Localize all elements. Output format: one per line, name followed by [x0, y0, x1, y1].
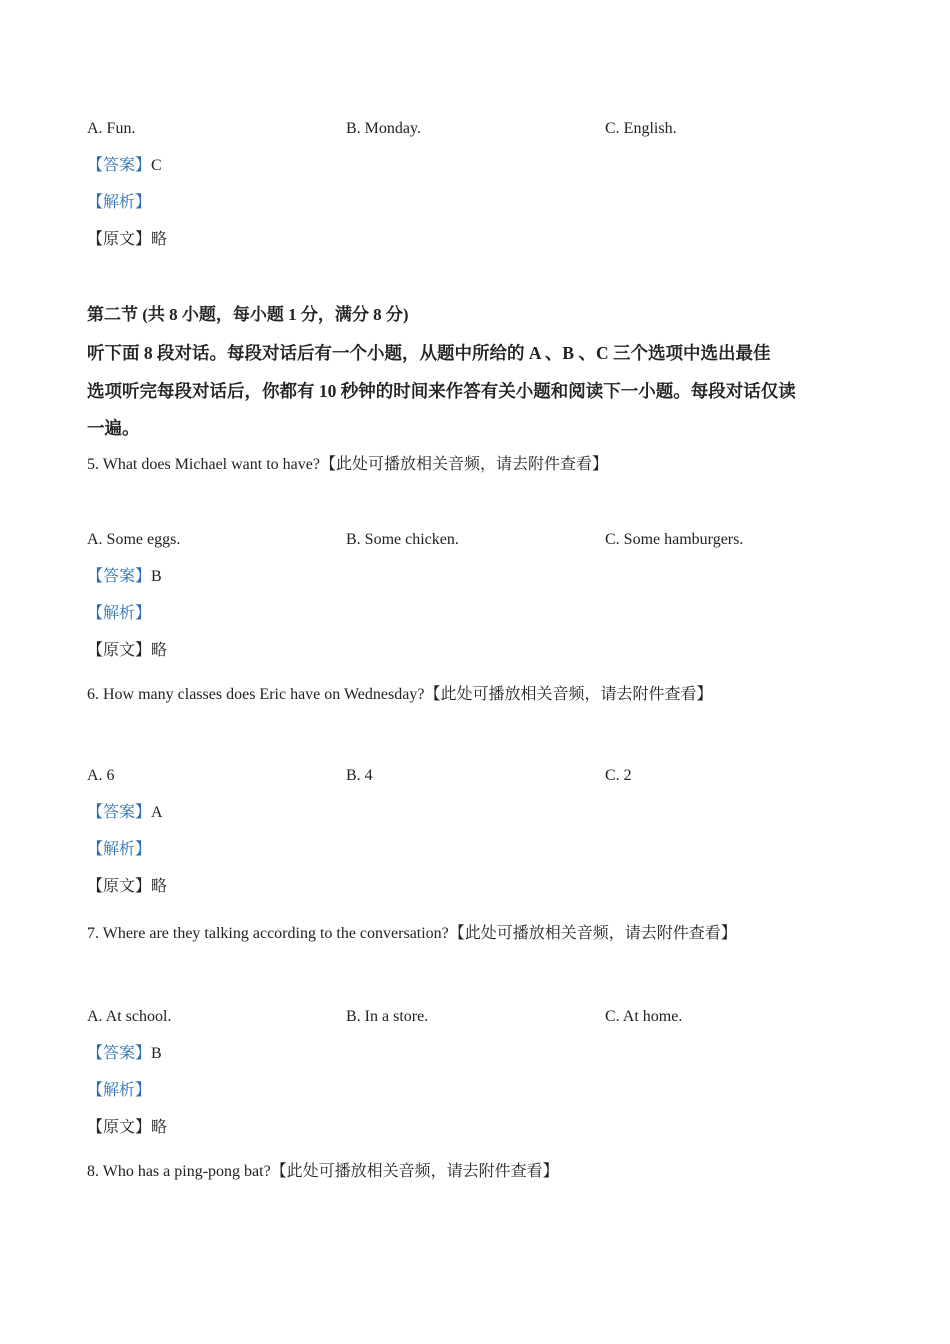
q7-analysis-label: 【解析】	[87, 1082, 152, 1099]
q7-option-c: C. At home.	[605, 1008, 683, 1025]
q5-original	[87, 641, 167, 661]
answer-value: B	[151, 1045, 162, 1062]
q4-analysis-label: 【解析】	[87, 194, 152, 211]
original-value: 略	[151, 231, 168, 248]
audio-note: 【此处可播放相关音频，请去附件查看】	[270, 1163, 559, 1180]
section-title: 第二节 (共 8 小题，每小题 1 分，满分 8 分)	[87, 305, 409, 324]
q5-stem	[87, 455, 608, 475]
q6-analysis-label: 【解析】	[87, 841, 152, 858]
audio-note: 【此处可播放相关音频，请去附件查看】	[424, 686, 713, 703]
audio-note: 【此处可播放相关音频，请去附件查看】	[319, 456, 608, 473]
intro-line-2: 选项听完每段对话后，你都有 10 秒钟的时间来作答有关小题和阅读下一小题。每段对话仅读	[87, 380, 796, 401]
original-label: 【原文】	[87, 878, 152, 895]
audio-note: 【此处可播放相关音频，请去附件查看】	[448, 925, 737, 942]
q5-answer	[87, 567, 162, 587]
q4-option-a: A. Fun.	[87, 120, 136, 137]
answer-value: B	[151, 568, 162, 585]
intro-line-3: 一遍。	[87, 418, 140, 438]
original-label: 【原文】	[87, 1119, 152, 1136]
q6-original	[87, 877, 167, 897]
original-value: 略	[151, 1119, 168, 1136]
q8-stem	[87, 1162, 559, 1182]
answer-value: C	[151, 157, 162, 174]
q5-option-c: C. Some hamburgers.	[605, 531, 744, 548]
q4-answer	[87, 156, 162, 176]
intro-line-1: 听下面 8 段对话。每段对话后有一个小题，从题中所给的 A 、B 、C 三个选项中选出最佳	[87, 343, 771, 363]
original-label: 【原文】	[87, 642, 152, 659]
q6-option-a: A. 6	[87, 767, 115, 784]
stem-text: 8. Who has a ping-pong bat?	[87, 1163, 271, 1180]
answer-label: 【答案】	[87, 157, 152, 174]
original-label: 【原文】	[87, 231, 152, 248]
q7-stem	[87, 924, 737, 944]
original-value: 略	[151, 878, 168, 895]
original-value: 略	[151, 642, 168, 659]
q4-original	[87, 230, 167, 250]
q5-option-b: B. Some chicken.	[346, 531, 459, 548]
q4-option-b: B. Monday.	[346, 120, 421, 137]
q6-answer	[87, 803, 163, 823]
q6-option-b: B. 4	[346, 767, 373, 784]
q7-option-b: B. In a store.	[346, 1008, 429, 1025]
stem-text: 6. How many classes does Eric have on Wednesday?	[87, 686, 425, 703]
q6-stem	[87, 685, 712, 705]
answer-label: 【答案】	[87, 1045, 152, 1062]
answer-label: 【答案】	[87, 568, 152, 585]
q5-analysis-label: 【解析】	[87, 605, 152, 622]
answer-label: 【答案】	[87, 804, 152, 821]
q4-option-c: C. English.	[605, 120, 677, 137]
stem-text: 5. What does Michael want to have?	[87, 456, 320, 473]
section-intro	[87, 335, 865, 448]
q7-option-a: A. At school.	[87, 1008, 172, 1025]
stem-text: 7. Where are they talking according to the conversation?	[87, 925, 449, 942]
q7-original	[87, 1118, 167, 1138]
q7-answer	[87, 1044, 162, 1064]
answer-value: A	[151, 804, 163, 821]
q6-option-c: C. 2	[605, 767, 632, 784]
q5-option-a: A. Some eggs.	[87, 531, 181, 548]
